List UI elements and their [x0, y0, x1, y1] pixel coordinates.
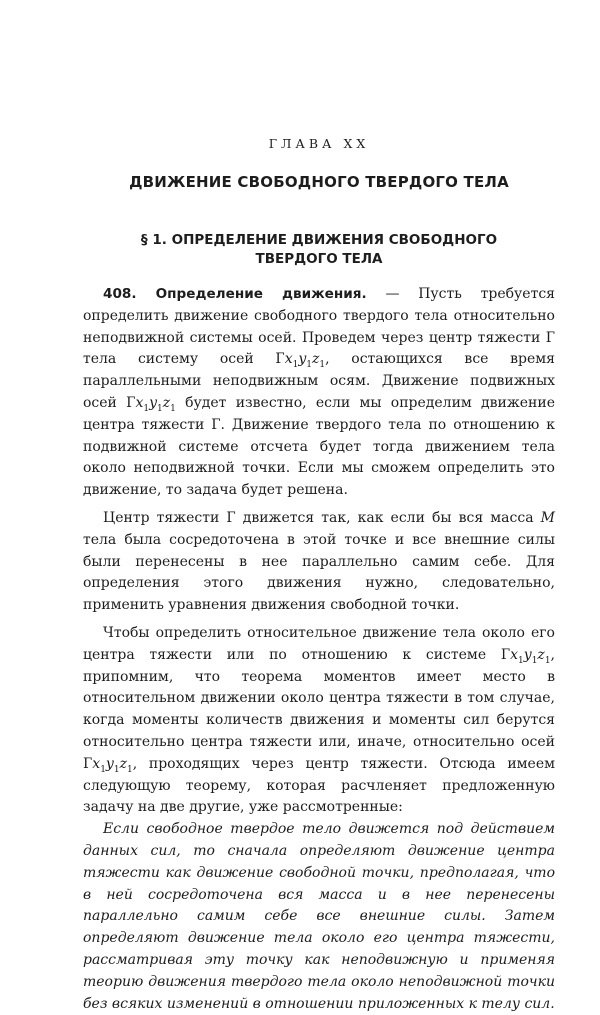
moving-axes-notation: $Гx_1y_1z_1$	[275, 351, 326, 371]
paragraph-2-text-2: тела была сосредоточена в этой точке и все внешние силы были перенесены в нее параллельно самим себе. Для определения этого движения нужно, следовательно, применить уравнения движения свободной точки.	[83, 531, 555, 614]
moving-axes-notation: $Гx_1y_1z_1$	[126, 394, 176, 414]
paragraph-center-of-mass	[83, 508, 555, 617]
theorem-statement: Если свободное твердое тело движется под действием данных сил, то сначала определяют движение центра тяжести как движение свободной точки, предполагая, что в ней сосредоточена вся масса и в нее перенесены параллельно самим себе все внешние силы. Затем определяют движение тела около его центра тяжести, рассматривая эту точку как неподвижную и применяя теорию движения твердого тела около неподвижной точки без всяких изменений в отношении приложенных к телу сил.	[83, 821, 555, 1012]
moving-axes-notation: $Гx_1y_1z_1$	[500, 646, 551, 666]
section-heading-line-1: § 1. ОПРЕДЕЛЕНИЕ ДВИЖЕНИЯ СВОБОДНОГО	[140, 232, 498, 248]
mass-symbol: M	[540, 509, 555, 526]
chapter-heading: ГЛАВА XX	[268, 136, 370, 151]
paragraph-408-text-2: , остающихся все время параллельными неподвижным осям. Движение подвижных осей	[83, 351, 555, 411]
paragraph-408-text-3: будет известно, если мы определим движение центра тяжести Г. Движение твердого тела по отношению к подвижной системе отсчета будет тогда движением тела около неподвижной точки. Если мы сможем определить это движение, то задача будет решена.	[83, 394, 555, 499]
paragraph-3-text-1: Чтобы определить относительное движение тела около его центра тяжести или по отношению к системе	[83, 624, 555, 663]
paragraph-3-text-3: , проходящих через центр тяжести. Отсюда имеем следующую теорему, которая расчленяет предложенную задачу на две другие, уже рассмотренные:	[83, 755, 555, 816]
chapter-title: ДВИЖЕНИЕ СВОБОДНОГО ТВЕРДОГО ТЕЛА	[129, 173, 509, 191]
moving-axes-notation: $Гx_1y_1z_1$	[83, 755, 133, 775]
paragraph-relative-motion	[83, 623, 555, 819]
paragraph-3-text-2: , припомним, что теорема моментов имеет место в относительном движении около центра тяжести в том случае, когда моменты количеств движения и моменты сил берутся относительно центра тяжести или, иначе, относительно осей	[83, 646, 555, 750]
book-page	[83, 136, 555, 1015]
article-lead: 408. Определение движения.	[103, 286, 367, 302]
paragraph-408	[83, 284, 555, 502]
paragraph-2-text-1: Центр тяжести Г движется так, как если бы вся масса	[103, 509, 541, 526]
paragraph-408-text-1: — Пусть требуется определить движение свободного твердого тела относительно неподвижной системы осей. Проведем через центр тяжести Г тела систему осей	[83, 286, 555, 368]
section-heading-line-2: ТВЕРДОГО ТЕЛА	[255, 251, 383, 267]
section-heading	[83, 231, 555, 269]
